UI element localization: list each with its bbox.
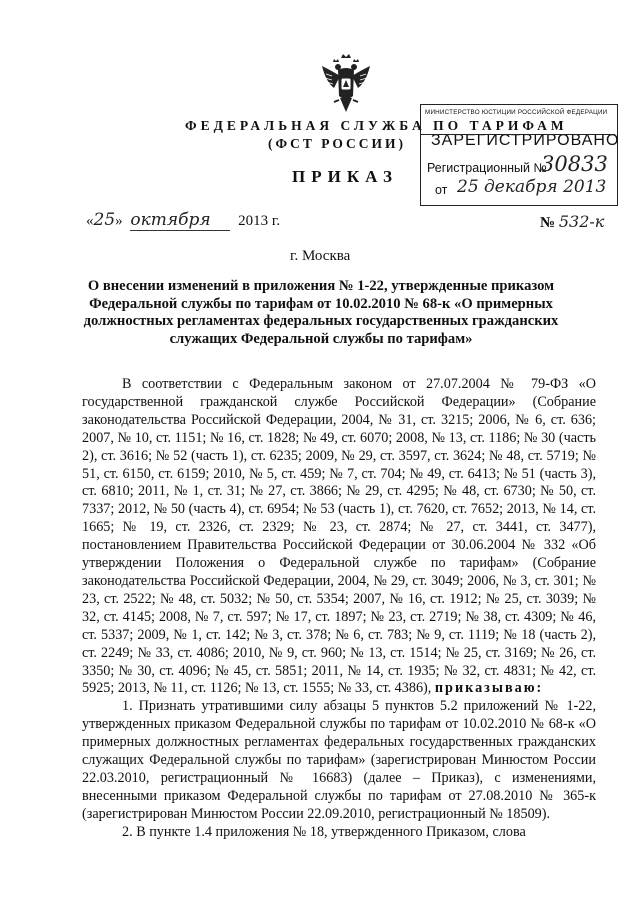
order-date-open-quote: « — [86, 213, 94, 229]
stamp-date-label: от — [435, 183, 448, 197]
order-number-label: № — [540, 215, 556, 231]
city: г. Москва — [290, 248, 351, 264]
order-date — [86, 210, 280, 231]
document-type: ПРИКАЗ — [292, 167, 398, 186]
order-day: 25 — [93, 210, 116, 230]
stamp-strike-line — [421, 134, 615, 135]
coat-of-arms-emblem — [320, 52, 372, 118]
stamp-status: ЗАРЕГИСТРИРОВАНО — [431, 132, 620, 149]
agency-name: ФЕДЕРАЛЬНАЯ СЛУЖБА ПО ТАРИФАМ — [185, 118, 568, 133]
agency-abbreviation: (ФСТ РОССИИ) — [268, 136, 407, 151]
command-word: приказываю: — [434, 680, 544, 697]
stamp-date-handwritten: 25 декабря 2013 — [457, 177, 607, 197]
stamp-reg-number: 30833 — [541, 152, 608, 176]
order-number-value: 532-к — [558, 212, 605, 231]
preamble-paragraph — [82, 376, 596, 698]
order-number — [540, 212, 604, 232]
document-title: О внесении изменений в приложения № 1-22, утвержденные приказом Федеральной службы по тарифам от 10.02.2010 № 68-к «О примерных должностных регламентах федеральных государственных гражданских служащих Федеральной службы по тарифам» — [83, 278, 559, 347]
preamble-text: В соответствии с Федеральным законом от 27.07.2004 № 79-ФЗ «О государственной гражданской службе Российской Федерации» (Собрание законодательства Российской Федерации, 2004, № 31, ст. 3215; 2006, № 6, ст. 636; 2007, № 10, ст. 1151; № 16, ст. 1828; № 49, ст. 6070; 2008, № 13, ст. 1186; № 30 (часть 2), ст. 3616; № 52 (часть 1), ст. 6235; 2009, № 29, ст. 3597, ст. 3624; № 48, ст. 5719; № 51, ст. 6150, ст. 6159; 2010, № 5, ст. 459; № 7, ст. 704; № 49, ст. 6413; № 51 (часть 3), ст. 6810; 2011, № 1, ст. 31; № 27, ст. 3866; № 29, ст. 4295; № 48, ст. 6730; № 50, ст. 7337; 2012, № 50 (часть 4), ст. 6954; № 53 (часть 1), ст. 7620, ст. 7652; 2013, № 14, ст. 1665; № 19, ст. 2326, ст. 2329; № 23, ст. 2874; № 27, ст. 3441, ст. 3477), постановлением Правительства Российской Федерации от 30.06.2004 № 332 «Об утверждении Положения о Федеральной службе по тарифам» (Собрание законодательства Российской Федерации, 2004, № 29, ст. 3049; 2006, № 3, ст. 301; № 23, ст. 2522; № 48, ст. 5032; № 50, ст. 5354; 2007, № 16, ст. 1912; № 25, ст. 3039; № 32, ст. 4145; 2008, № 7, ст. 597; № 17, ст. 1897; № 23, ст. 2719; № 38, ст. 4309; № 46, ст. 5337; 2009, № 1, ст. 142; № 3, ст. 378; № 6, ст. 783; № 9, ст. 1119; № 18 (часть 2), ст. 2249; № 33, ст. 4086; 2010, № 9, ст. 960; № 13, ст. 1514; № 25, ст. 3169; № 26, ст. 3350; № 30, ст. 4096; № 45, ст. 5851; 2011, № 14, ст. 1935; № 32, ст. 4831; № 42, ст. 5925; 2013, № 11, ст. 1126; № 13, ст. 1555; № 33, ст. 4386), — [82, 376, 596, 697]
stamp-reg-label: Регистрационный № — [427, 161, 547, 175]
order-year: 2013 г. — [238, 213, 281, 229]
order-date-close-quote: » — [115, 213, 123, 229]
document-body — [82, 376, 596, 842]
order-month: октября — [130, 210, 230, 231]
item-2-paragraph: 2. В пункте 1.4 приложения № 18, утвержденного Приказом, слова — [122, 823, 526, 840]
item-1-paragraph: 1. Признать утратившими силу абзацы 5 пунктов 5.2 приложений № 1-22, утвержденных приказом Федеральной службы по тарифам от 10.02.2010 № 68-к «О примерных должностных регламентах федеральных государственных гражданских служащих Федеральной службы по тарифам» (зарегистрирован Минюстом России 22.03.2010, регистрационный № 16683) (далее – Приказ), с изменениями, внесенными приказом Федеральной службы по тарифам от 27.08.2010 № 365-к (зарегистрирован Минюстом России 22.09.2010, регистрационный № 18509). — [82, 698, 596, 822]
registration-stamp — [420, 104, 618, 206]
stamp-org-line: МИНИСТЕРСТВО ЮСТИЦИИ РОССИЙСКОЙ ФЕДЕРАЦИИ — [425, 109, 608, 116]
